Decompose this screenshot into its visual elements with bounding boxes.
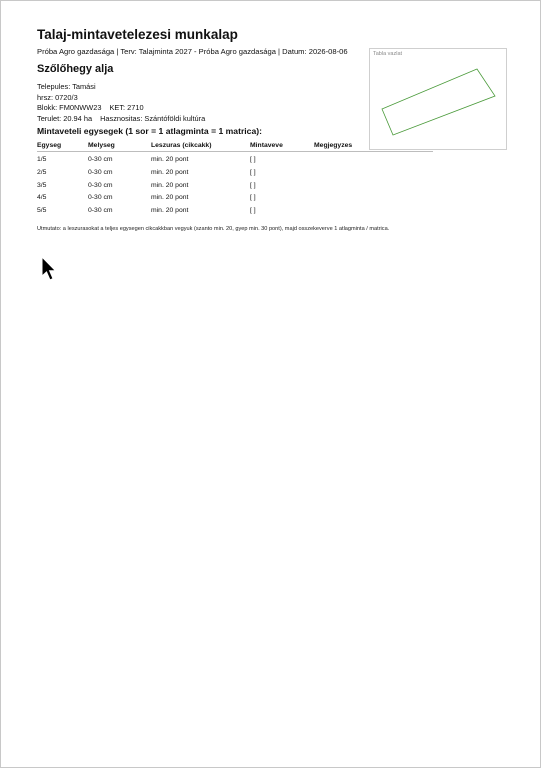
table-row (37, 207, 433, 220)
col-depth: Melyseg (88, 142, 115, 149)
table-row (37, 182, 433, 195)
cell-unit: 4/5 (37, 194, 47, 202)
area-usage-line (37, 114, 205, 123)
table-row (37, 169, 433, 182)
sampled-checkbox[interactable]: [ ] (250, 181, 256, 189)
col-notes: Megjegyzes (314, 142, 353, 149)
plot-outline-svg (370, 49, 506, 149)
table-header (37, 142, 433, 152)
sketch-label: Tabla vazlat (373, 51, 403, 57)
sampled-checkbox[interactable]: [ ] (250, 207, 256, 215)
mouse-pointer-icon (41, 256, 57, 287)
cell-unit: 3/5 (37, 181, 47, 189)
plot-name: Szőlőhegy alja (37, 63, 114, 75)
area: Terulet: 20.94 ha (37, 114, 93, 123)
cell-depth: 0-30 cm (88, 207, 113, 215)
plot-outline (382, 69, 495, 135)
sampled-checkbox[interactable]: [ ] (250, 156, 256, 163)
cell-depth: 0-30 cm (88, 168, 113, 176)
cell-depth: 0-30 cm (88, 194, 113, 202)
cell-unit: 1/5 (37, 156, 47, 163)
meta-line: Próba Agro gazdasága | Terv: Talajminta 2027 - Próba Agro gazdasága | Datum: 2026-08-06 (37, 47, 348, 56)
table-row (37, 156, 433, 169)
cell-unit: 2/5 (37, 168, 47, 176)
cell-depth: 0-30 cm (88, 181, 113, 189)
col-sampled: Mintaveve (250, 142, 283, 149)
col-unit: Egyseg (37, 142, 62, 149)
cell-unit: 5/5 (37, 207, 47, 215)
cell-coring: min. 20 pont (151, 156, 189, 163)
block-ket-line (37, 103, 144, 112)
page-title: Talaj-mintavetelezesi munkalap (37, 27, 238, 42)
usage: Hasznositas: Szántóföldi kultúra (100, 114, 206, 123)
instructions-note: Utmutato: a leszurasokat a teljes egysegen cikcakkban vegyuk (szanto min. 20, gyep min. 30 pont), majd osszekeverve 1 atlagminta / matrica. (37, 226, 390, 232)
sampled-checkbox[interactable]: [ ] (250, 194, 256, 202)
ket-id: KET: 2710 (109, 103, 144, 112)
cell-coring: min. 20 pont (151, 207, 189, 215)
col-coring: Leszuras (cikcakk) (151, 142, 212, 149)
cell-depth: 0-30 cm (88, 156, 113, 163)
plot-sketch (369, 48, 507, 150)
sampled-checkbox[interactable]: [ ] (250, 168, 256, 176)
cell-coring: min. 20 pont (151, 181, 189, 189)
block-id: Blokk: FM0NWW23 (37, 103, 102, 112)
units-section-title: Mintaveteli egysegek (1 sor = 1 atlagminta = 1 matrica): (37, 126, 262, 136)
hrsz: hrsz: 0720/3 (37, 93, 78, 102)
units-table (37, 142, 433, 220)
cell-coring: min. 20 pont (151, 168, 189, 176)
table-row (37, 194, 433, 207)
cell-coring: min. 20 pont (151, 194, 189, 202)
settlement: Telepules: Tamási (37, 82, 96, 91)
